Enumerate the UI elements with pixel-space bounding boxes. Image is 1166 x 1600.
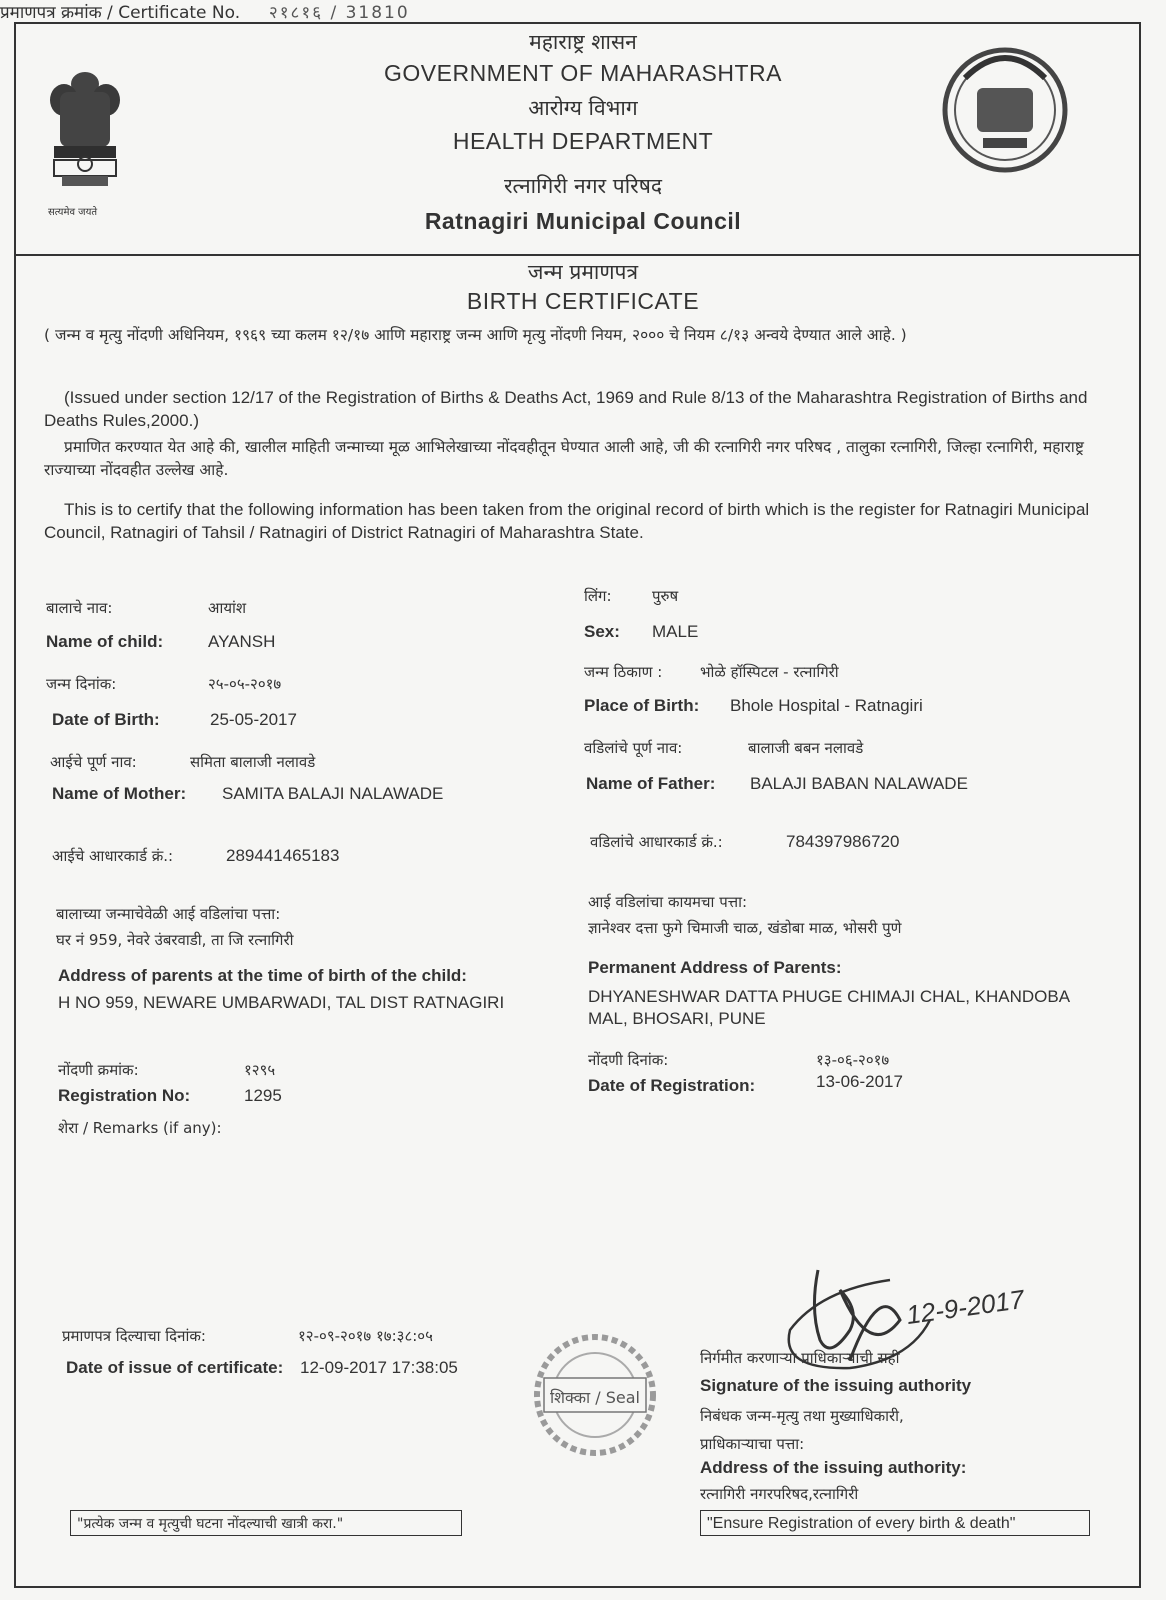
- mother-name-en-label: Name of Mother:: [52, 784, 187, 803]
- authority-address-en-label: Address of the issuing authority:: [700, 1458, 967, 1477]
- signature-mr-label: निर्गमीत करणाऱ्या प्राधिकाऱ्याची सही: [700, 1349, 900, 1367]
- certificate-number: [0, 0, 410, 23]
- registration-no-mr-value: १२९५: [244, 1061, 276, 1079]
- issue-date-mr-value: १२-०९-२०१७ १७:३८:०५: [298, 1327, 433, 1345]
- header-council-mr: रत्नागिरी नगर परिषद: [503, 174, 663, 198]
- address-birth-en-value: H NO 959, NEWARE UMBARWADI, TAL DIST RATNAGIRI: [58, 993, 505, 1012]
- authority-address-mr-value: रत्नागिरी नगरपरिषद,रत्नागिरी: [700, 1485, 859, 1503]
- father-name-en-value: BALAJI BABAN NALAWADE: [750, 774, 968, 793]
- certify-mr: प्रमाणित करण्यात येत आहे की, खालील माहिती जन्माच्या मूळ आभिलेखाच्या नोंदवहीतून घेण्यात आली आहे, जी की रत्नागिरी नगर परिषद , तालुका रत्नागिरी, जिल्हा रत्नागिरी, महाराष्ट्र राज्याच्या नोंदवहीत उल्लेख आहे.: [44, 438, 1084, 479]
- certify-en: This is to certify that the following information has been taken from the original record of birth which is the register for Ratnagiri Municipal Council, Ratnagiri of Tahsil / Ratnagiri of District Ratnagiri of Maharashtra State.: [44, 500, 1090, 542]
- seal-label: शिक्का / Seal: [550, 1388, 640, 1407]
- registration-date-mr-label: नोंदणी दिनांक:: [588, 1051, 669, 1069]
- remarks-label: शेरा / Remarks (if any):: [58, 1119, 222, 1137]
- place-of-birth-mr-value: भोळे हॉस्पिटल - रत्नागिरी: [700, 663, 839, 681]
- header-dept-en: HEALTH DEPARTMENT: [452, 128, 714, 154]
- issued-under-mr: ( जन्म व मृत्यु नोंदणी अधिनियम, १९६९ च्या कलम १२/१७ आणि महाराष्ट्र जन्म आणि मृत्यु नोंदणी नियम, २००० चे नियम ८/१३ अन्वये देण्यात आले आहे. ): [44, 326, 907, 344]
- child-name-en-value: AYANSH: [208, 632, 276, 651]
- permanent-address-en-value: DHYANESHWAR DATTA PHUGE CHIMAJI CHAL, KHANDOBA MAL, BHOSARI, PUNE: [588, 987, 1070, 1028]
- place-of-birth-en-label: Place of Birth:: [584, 696, 700, 715]
- title-mr: जन्म प्रमाणपत्र: [527, 260, 639, 284]
- title-en: BIRTH CERTIFICATE: [466, 288, 700, 314]
- father-aadhar-label: वडिलांचे आधारकार्ड क्रं.:: [590, 833, 723, 851]
- footer-en: "Ensure Registration of every birth & death": [700, 1510, 1090, 1536]
- address-birth-en-label: Address of parents at the time of birth of the child:: [58, 966, 467, 985]
- header-state-en: GOVERNMENT OF MAHARASHTRA: [384, 60, 782, 86]
- place-of-birth-mr-label: जन्म ठिकाण :: [584, 663, 663, 681]
- certificate-number-label: प्रमाणपत्र क्रमांक / Certificate No.: [0, 3, 241, 23]
- footer-mr: "प्रत्येक जन्म व मृत्युची घटना नोंदल्याची खात्री करा.": [70, 1510, 462, 1536]
- dob-en-label: Date of Birth:: [52, 710, 160, 729]
- header-divider: [14, 254, 1141, 256]
- child-name-mr-value: आयांश: [208, 599, 247, 617]
- registration-date-en-label: Date of Registration:: [588, 1076, 756, 1095]
- father-name-mr-label: वडिलांचे पूर्ण नाव:: [584, 739, 683, 757]
- header-state-mr: महाराष्ट्र शासन: [529, 30, 637, 54]
- place-of-birth-en-value: Bhole Hospital - Ratnagiri: [730, 696, 923, 715]
- registration-no-mr-label: नोंदणी क्रमांक:: [58, 1061, 139, 1079]
- header-council-en: Ratnagiri Municipal Council: [424, 208, 742, 234]
- dob-mr-label: जन्म दिनांक:: [46, 675, 117, 693]
- registration-no-en-label: Registration No:: [58, 1086, 191, 1105]
- header-dept-mr: आरोग्य विभाग: [528, 96, 638, 120]
- sex-en-label: Sex:: [584, 622, 620, 641]
- mother-aadhar-label: आईचे आधारकार्ड क्रं.:: [52, 847, 174, 865]
- signature-date: 12-9-2017: [904, 1283, 1026, 1331]
- sex-en-value: MALE: [652, 622, 699, 641]
- mother-name-en-value: SAMITA BALAJI NALAWADE: [222, 784, 444, 803]
- certificate-number-value: २१८१६ / 31810: [268, 3, 410, 23]
- dob-mr-value: २५-०५-२०१७: [208, 675, 282, 693]
- emblem-motto: सत्यमेव जयते: [48, 207, 98, 218]
- registration-date-mr-value: १३-०६-२०१७: [816, 1051, 890, 1069]
- father-aadhar-value: 784397986720: [786, 832, 900, 851]
- mother-name-mr-value: समिता बालाजी नलावडे: [190, 753, 316, 771]
- father-name-en-label: Name of Father:: [586, 774, 716, 793]
- signature-en-label: Signature of the issuing authority: [700, 1376, 972, 1395]
- permanent-address-mr-value: ज्ञानेश्वर दत्ता फुगे चिमाजी चाळ, खंडोबा माळ, भोसरी पुणे: [588, 919, 902, 937]
- authority-mr: निबंधक जन्म-मृत्यु तथा मुख्याधिकारी,: [700, 1407, 904, 1425]
- child-name-mr-label: बालाचे नाव:: [46, 599, 113, 617]
- mother-aadhar-value: 289441465183: [226, 846, 340, 865]
- authority-address-mr-label: प्राधिकाऱ्याचा पत्ता:: [700, 1435, 805, 1453]
- father-name-mr-value: बालाजी बबन नलावडे: [748, 739, 864, 757]
- registration-no-en-value: 1295: [244, 1086, 282, 1105]
- issue-date-en-label: Date of issue of certificate:: [66, 1358, 284, 1377]
- registration-date-en-value: 13-06-2017: [816, 1072, 903, 1091]
- dob-en-value: 25-05-2017: [210, 710, 297, 729]
- permanent-address-mr-label: आई वडिलांचा कायमचा पत्ता:: [588, 893, 748, 911]
- issue-date-mr-label: प्रमाणपत्र दिल्याचा दिनांक:: [62, 1327, 206, 1345]
- address-birth-mr-value: घर नं 959, नेवरे उंबरवाडी, ता जि रत्नागिरी: [56, 931, 294, 949]
- sex-mr-label: लिंग:: [584, 587, 612, 605]
- issue-date-en-value: 12-09-2017 17:38:05: [300, 1358, 458, 1377]
- permanent-address-en-label: Permanent Address of Parents:: [588, 958, 842, 977]
- child-name-en-label: Name of child:: [46, 632, 164, 651]
- address-birth-mr-label: बालाच्या जन्माचेवेळी आई वडिलांचा पत्ता:: [56, 905, 281, 923]
- mother-name-mr-label: आईचे पूर्ण नाव:: [50, 753, 137, 771]
- sex-mr-value: पुरुष: [652, 587, 679, 605]
- issued-under-en: (Issued under section 12/17 of the Registration of Births & Deaths Act, 1969 and Rule 8/13 of the Maharashtra Registration of Births and Deaths Rules,2000.): [44, 388, 1088, 430]
